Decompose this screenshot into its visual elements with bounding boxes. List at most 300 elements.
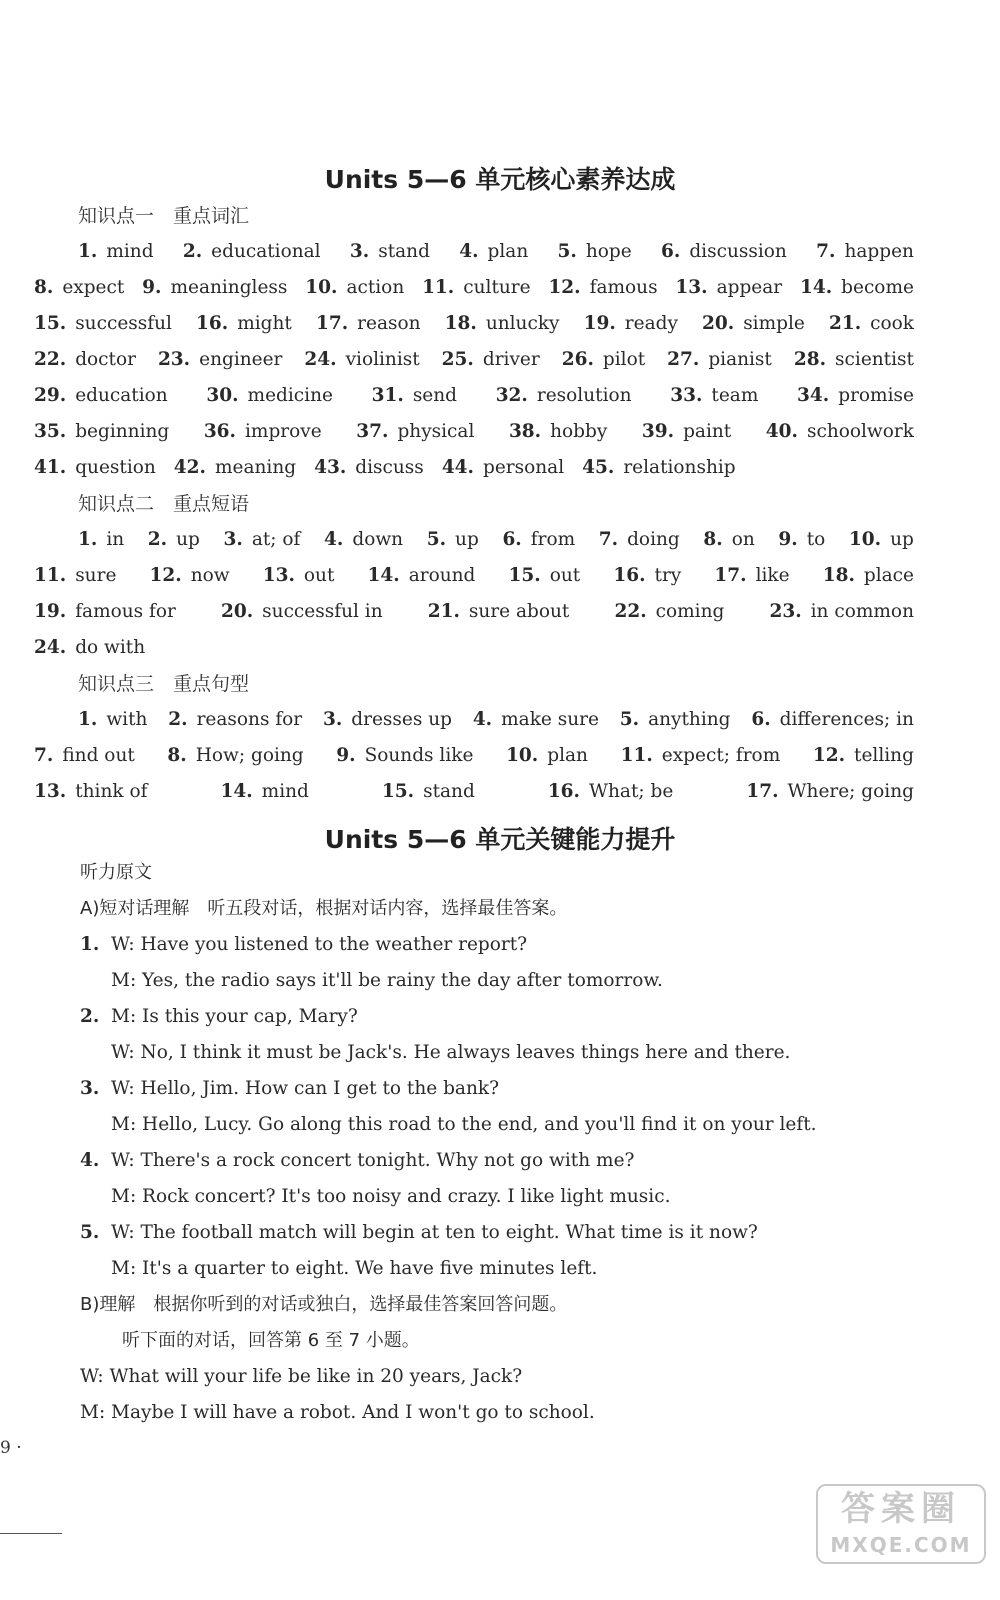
answer-text: personal xyxy=(483,457,565,478)
answer-item xyxy=(316,306,421,342)
dialog-text: W: Hello, Jim. How can I get to the bank? xyxy=(111,1078,499,1099)
answer-item xyxy=(675,270,782,306)
dialog-2-line-b: W: No, I think it must be Jack's. He always leaves things here and there. xyxy=(111,1042,791,1063)
dialog-number: 2. xyxy=(80,1006,100,1027)
answer-text: action xyxy=(346,277,405,298)
answer-text: improve xyxy=(245,421,322,442)
dialog-2-line-a xyxy=(80,999,960,1035)
vocab-answers xyxy=(34,234,914,486)
answer-text: in xyxy=(106,529,125,550)
answer-item xyxy=(751,702,914,738)
answer-item xyxy=(368,558,476,594)
answer-item xyxy=(428,594,570,630)
answer-item xyxy=(220,774,308,810)
answer-item xyxy=(204,414,322,450)
answer-item xyxy=(442,450,564,486)
answer-item xyxy=(34,342,136,378)
answer-number: 3. xyxy=(322,709,343,730)
answer-number: 9. xyxy=(778,529,798,550)
answer-number: 1. xyxy=(78,241,98,262)
answer-number: 4. xyxy=(472,709,493,730)
answer-text: happen xyxy=(844,241,914,262)
answer-text: How; going xyxy=(195,745,304,766)
vocab-row xyxy=(34,234,914,270)
part-a-instruction: A)短对话理解 听五段对话，根据对话内容，选择最佳答案。 xyxy=(80,898,568,919)
answer-text: question xyxy=(75,457,156,478)
answer-text: stand xyxy=(423,781,475,802)
answer-number: 23. xyxy=(769,601,802,622)
answer-item xyxy=(661,234,787,270)
answer-number: 44. xyxy=(441,457,474,478)
answer-item xyxy=(813,738,914,774)
answer-item xyxy=(473,702,599,738)
answer-text: make sure xyxy=(501,709,599,730)
answer-text: sure xyxy=(75,565,117,586)
answer-text: discussion xyxy=(689,241,787,262)
answer-text: unlucky xyxy=(485,313,560,334)
phrases-row xyxy=(34,630,914,666)
answer-number: 9. xyxy=(336,745,356,766)
dialog-text: W: The football match will begin at ten to eight. What time is it now? xyxy=(111,1222,758,1243)
answer-item xyxy=(34,306,172,342)
answer-text: with xyxy=(106,709,148,730)
answer-number: 24. xyxy=(304,349,337,370)
answer-number: 1. xyxy=(78,709,98,730)
answer-item xyxy=(34,738,135,774)
answer-text: on xyxy=(731,529,755,550)
answer-text: sure about xyxy=(468,601,570,622)
phrases-row xyxy=(34,594,914,630)
answer-item xyxy=(442,342,540,378)
vocab-row xyxy=(34,450,914,486)
answer-text: medicine xyxy=(247,385,333,406)
dialog-number: 5. xyxy=(80,1222,100,1243)
answer-item xyxy=(78,522,124,558)
answer-number: 23. xyxy=(157,349,191,370)
answer-item xyxy=(78,234,154,270)
answer-number: 27. xyxy=(667,349,700,370)
answer-number: 29. xyxy=(34,385,67,406)
answer-text: out xyxy=(303,565,335,586)
answer-text: meaning xyxy=(214,457,297,478)
answer-number: 4. xyxy=(324,529,344,550)
answer-text: schoolwork xyxy=(806,421,914,442)
answer-text: successful in xyxy=(262,601,383,622)
answer-item xyxy=(621,738,781,774)
dialog-number: 1. xyxy=(80,934,100,955)
answer-number: 5. xyxy=(557,241,577,262)
answer-number: 17. xyxy=(714,565,747,586)
answer-number: 2. xyxy=(147,529,168,550)
answer-text: reason xyxy=(357,313,421,334)
answer-number: 21. xyxy=(427,601,460,622)
answer-number: 14. xyxy=(367,565,400,586)
answer-item xyxy=(304,342,419,378)
answer-item xyxy=(323,702,452,738)
answer-item xyxy=(183,234,321,270)
answer-item xyxy=(305,270,404,306)
answer-number: 22. xyxy=(614,601,647,622)
answer-number: 15. xyxy=(508,565,541,586)
answer-item xyxy=(800,270,914,306)
answer-number: 12. xyxy=(812,745,846,766)
dialog-1-line-a xyxy=(80,927,960,963)
phrase-answers xyxy=(34,522,914,666)
answer-text: do with xyxy=(75,637,146,658)
answer-item xyxy=(829,306,914,342)
answer-text: ready xyxy=(624,313,678,334)
answer-number: 10. xyxy=(506,745,539,766)
answer-text: appear xyxy=(716,277,783,298)
vocab-row xyxy=(34,378,914,414)
answer-number: 13. xyxy=(34,781,67,802)
answer-number: 25. xyxy=(441,349,474,370)
answer-text: doing xyxy=(627,529,680,550)
answer-text: at; of xyxy=(251,529,301,550)
answer-number: 22. xyxy=(34,349,67,370)
answer-text: become xyxy=(841,277,914,298)
answer-text: simple xyxy=(743,313,805,334)
answer-item xyxy=(196,306,292,342)
answer-item xyxy=(314,450,424,486)
answer-number: 18. xyxy=(444,313,477,334)
answer-text: beginning xyxy=(75,421,170,442)
answer-number: 34. xyxy=(797,385,830,406)
answer-number: 7. xyxy=(598,529,619,550)
answer-text: think of xyxy=(75,781,148,802)
answer-number: 40. xyxy=(765,421,798,442)
answer-number: 30. xyxy=(206,385,239,406)
answer-item xyxy=(148,522,200,558)
dialog-line-w: W: What will your life be like in 20 years, Jack? xyxy=(80,1366,523,1387)
answer-number: 15. xyxy=(34,313,67,334)
dialog-4-line-a xyxy=(80,1143,960,1179)
answer-item xyxy=(263,558,335,594)
answer-number: 12. xyxy=(548,277,581,298)
answer-number: 35. xyxy=(34,421,67,442)
dialog-4-line-b: M: Rock concert? It's too noisy and crazy. I like light music. xyxy=(111,1186,671,1207)
page-title-core: Units 5—6 单元核心素养达成 xyxy=(324,165,676,194)
answer-text: famous xyxy=(589,277,658,298)
answer-text: engineer xyxy=(199,349,283,370)
answer-text: stand xyxy=(378,241,430,262)
answer-text: doctor xyxy=(75,349,136,370)
answer-number: 39. xyxy=(641,421,675,442)
answer-item xyxy=(142,270,287,306)
answer-item xyxy=(372,378,457,414)
answer-number: 5. xyxy=(619,709,640,730)
answer-item xyxy=(496,378,632,414)
answer-number: 17. xyxy=(746,781,779,802)
answer-item xyxy=(350,234,430,270)
answer-number: 13. xyxy=(262,565,295,586)
answer-number: 8. xyxy=(703,529,723,550)
sentences-row xyxy=(34,738,914,774)
answer-number: 2. xyxy=(168,709,188,730)
answer-number: 16. xyxy=(196,313,229,334)
answer-text: place xyxy=(863,565,914,586)
answer-item xyxy=(562,342,645,378)
answer-number: 8. xyxy=(34,277,54,298)
answer-item xyxy=(794,342,914,378)
section-heading-phrases: 知识点二 重点短语 xyxy=(78,493,250,515)
answer-text: team xyxy=(711,385,759,406)
answer-number: 10. xyxy=(305,277,338,298)
footer-rule xyxy=(0,1533,62,1534)
page-title-key: Units 5—6 单元关键能力提升 xyxy=(324,825,676,854)
answer-item xyxy=(167,738,303,774)
answer-item xyxy=(703,522,754,558)
answer-text: now xyxy=(190,565,230,586)
answer-number: 8. xyxy=(167,745,187,766)
answer-item xyxy=(797,378,914,414)
answer-item xyxy=(667,342,772,378)
answer-item xyxy=(336,738,473,774)
answer-item xyxy=(778,522,825,558)
answer-text: mind xyxy=(106,241,154,262)
answer-text: around xyxy=(408,565,476,586)
answer-item xyxy=(766,414,914,450)
answer-text: discuss xyxy=(355,457,424,478)
answer-number: 7. xyxy=(34,745,54,766)
answer-number: 1. xyxy=(78,529,98,550)
dialog-list xyxy=(80,927,960,1287)
dialog-3-line-b: M: Hello, Lucy. Go along this road to the end, and you'll find it on your left. xyxy=(111,1114,817,1135)
answer-number: 38. xyxy=(508,421,542,442)
answer-item xyxy=(168,702,302,738)
answer-number: 13. xyxy=(675,277,708,298)
answer-number: 42. xyxy=(173,457,206,478)
answer-text: resolution xyxy=(536,385,632,406)
section-heading-vocab: 知识点一 重点词汇 xyxy=(78,205,250,227)
answer-item xyxy=(642,414,731,450)
answer-item xyxy=(548,774,674,810)
answer-section xyxy=(34,198,914,810)
answer-number: 14. xyxy=(799,277,833,298)
answer-number: 43. xyxy=(314,457,347,478)
answer-number: 16. xyxy=(613,565,646,586)
answer-number: 3. xyxy=(349,241,370,262)
answer-item xyxy=(158,342,282,378)
answer-text: pianist xyxy=(708,349,772,370)
answer-number: 14. xyxy=(220,781,253,802)
answer-text: plan xyxy=(487,241,529,262)
answer-number: 15. xyxy=(381,781,415,802)
sentences-row xyxy=(34,702,914,738)
watermark-main-text: 答案圈 xyxy=(841,1489,961,1529)
answer-item xyxy=(174,450,296,486)
sentences-row xyxy=(34,774,914,810)
answer-text: pilot xyxy=(602,349,646,370)
answer-item xyxy=(599,522,680,558)
answer-text: paint xyxy=(683,421,732,442)
answer-text: famous for xyxy=(75,601,176,622)
dialog-line-m: M: Maybe I will have a robot. And I won't go to school. xyxy=(80,1402,595,1423)
answer-text: try xyxy=(654,565,682,586)
answer-number: 11. xyxy=(34,565,67,586)
answer-item xyxy=(34,270,124,306)
answer-number: 6. xyxy=(661,241,681,262)
vocab-row xyxy=(34,414,914,450)
answer-number: 26. xyxy=(561,349,594,370)
answer-item xyxy=(324,522,403,558)
answer-item xyxy=(34,558,116,594)
answer-item xyxy=(620,702,731,738)
dialog-number: 4. xyxy=(80,1150,100,1171)
dialog-text: W: There's a rock concert tonight. Why not go with me? xyxy=(111,1150,635,1171)
part-b-subinstruction: 听下面的对话，回答第 6 至 7 小题。 xyxy=(122,1330,420,1351)
answer-item xyxy=(670,378,758,414)
answer-number: 20. xyxy=(702,313,735,334)
answer-text: up xyxy=(890,529,914,550)
answer-text: to xyxy=(806,529,826,550)
answer-text: find out xyxy=(62,745,135,766)
answer-item xyxy=(502,522,575,558)
answer-text: might xyxy=(237,313,292,334)
answer-number: 19. xyxy=(34,601,67,622)
answer-item xyxy=(548,270,657,306)
answer-number: 11. xyxy=(422,277,455,298)
answer-text: culture xyxy=(463,277,531,298)
phrases-row xyxy=(34,558,914,594)
answer-item xyxy=(614,594,724,630)
answer-text: hobby xyxy=(550,421,608,442)
answer-text: promise xyxy=(838,385,914,406)
answer-item xyxy=(702,306,805,342)
answer-text: up xyxy=(455,529,479,550)
answer-item xyxy=(558,234,632,270)
answer-number: 41. xyxy=(34,457,67,478)
answer-text: coming xyxy=(655,601,725,622)
answer-number: 33. xyxy=(670,385,703,406)
answer-item xyxy=(459,234,528,270)
answer-text: plan xyxy=(547,745,588,766)
answer-text: like xyxy=(755,565,790,586)
listening-transcript xyxy=(80,855,960,1431)
answer-text: cook xyxy=(870,313,914,334)
answer-item xyxy=(34,450,156,486)
answer-item xyxy=(150,558,230,594)
answer-number: 10. xyxy=(848,529,882,550)
answer-item xyxy=(506,738,588,774)
answer-text: Sounds like xyxy=(364,745,474,766)
phrases-row xyxy=(34,522,914,558)
answer-number: 36. xyxy=(203,421,236,442)
answer-item xyxy=(34,594,176,630)
answer-text: up xyxy=(176,529,200,550)
answer-text: anything xyxy=(648,709,731,730)
answer-item xyxy=(356,414,474,450)
answer-item xyxy=(509,414,607,450)
dialog-text: M: Is this your cap, Mary? xyxy=(111,1006,358,1027)
answer-text: physical xyxy=(397,421,475,442)
sentence-answers xyxy=(34,702,914,810)
answer-text: scientist xyxy=(835,349,914,370)
answer-item xyxy=(221,594,383,630)
answer-number: 9. xyxy=(142,277,162,298)
answer-item xyxy=(422,270,531,306)
dialog-1-line-b: M: Yes, the radio says it'll be rainy the day after tomorrow. xyxy=(111,970,663,991)
answer-number: 6. xyxy=(502,529,522,550)
answer-item xyxy=(34,630,145,666)
answer-number: 19. xyxy=(583,313,616,334)
answer-text: telling xyxy=(854,745,914,766)
answer-number: 45. xyxy=(582,457,615,478)
answer-number: 16. xyxy=(547,781,580,802)
answer-item xyxy=(849,522,914,558)
answer-text: expect; from xyxy=(661,745,781,766)
section-heading-sentences: 知识点三 重点句型 xyxy=(78,673,250,695)
dialog-5-line-b: M: It's a quarter to eight. We have five minutes left. xyxy=(111,1258,598,1279)
answer-text: in common xyxy=(810,601,914,622)
vocab-row xyxy=(34,306,914,342)
dialog-3-line-a xyxy=(80,1071,960,1107)
answer-number: 2. xyxy=(182,241,203,262)
answer-text: hope xyxy=(585,241,632,262)
dialog-number: 3. xyxy=(80,1078,100,1099)
answer-number: 21. xyxy=(828,313,862,334)
answer-item xyxy=(613,558,681,594)
answer-number: 32. xyxy=(495,385,528,406)
answer-number: 12. xyxy=(149,565,182,586)
answer-number: 37. xyxy=(356,421,389,442)
listening-heading: 听力原文 xyxy=(80,862,152,883)
answer-number: 31. xyxy=(371,385,404,406)
answer-item xyxy=(427,522,479,558)
answer-item xyxy=(769,594,914,630)
answer-item xyxy=(509,558,581,594)
answer-item xyxy=(34,774,147,810)
answer-text: send xyxy=(412,385,458,406)
answer-number: 7. xyxy=(816,241,836,262)
answer-number: 20. xyxy=(220,601,254,622)
answer-text: meaningless xyxy=(170,277,288,298)
answer-text: mind xyxy=(261,781,309,802)
answer-text: out xyxy=(549,565,581,586)
answer-item xyxy=(206,378,333,414)
answer-text: education xyxy=(75,385,168,406)
answer-item xyxy=(746,774,914,810)
answer-number: 17. xyxy=(315,313,349,334)
vocab-row xyxy=(34,270,914,306)
answer-text: Where; going xyxy=(787,781,914,802)
part-b-instruction: B)理解 根据你听到的对话或独白，选择最佳答案回答问题。 xyxy=(80,1294,568,1315)
answer-number: 28. xyxy=(793,349,827,370)
watermark-site-text: MXQE.COM xyxy=(830,1533,972,1557)
answer-text: differences; in xyxy=(779,709,914,730)
answer-text: expect xyxy=(62,277,125,298)
answer-item xyxy=(34,378,168,414)
answer-number: 6. xyxy=(751,709,771,730)
answer-item xyxy=(78,702,147,738)
answer-number: 11. xyxy=(620,745,653,766)
answer-text: relationship xyxy=(623,457,736,478)
watermark-logo xyxy=(816,1484,986,1564)
vocab-row xyxy=(34,342,914,378)
answer-item xyxy=(382,774,475,810)
answer-text: driver xyxy=(482,349,540,370)
answer-number: 3. xyxy=(223,529,243,550)
dialog-5-line-a xyxy=(80,1215,960,1251)
dialog-text: W: Have you listened to the weather report? xyxy=(111,934,528,955)
answer-text: from xyxy=(530,529,576,550)
answer-text: successful xyxy=(75,313,172,334)
answer-item xyxy=(34,414,169,450)
answer-number: 5. xyxy=(426,529,447,550)
answer-text: dresses up xyxy=(351,709,452,730)
answer-number: 18. xyxy=(822,565,855,586)
answer-text: violinist xyxy=(345,349,420,370)
